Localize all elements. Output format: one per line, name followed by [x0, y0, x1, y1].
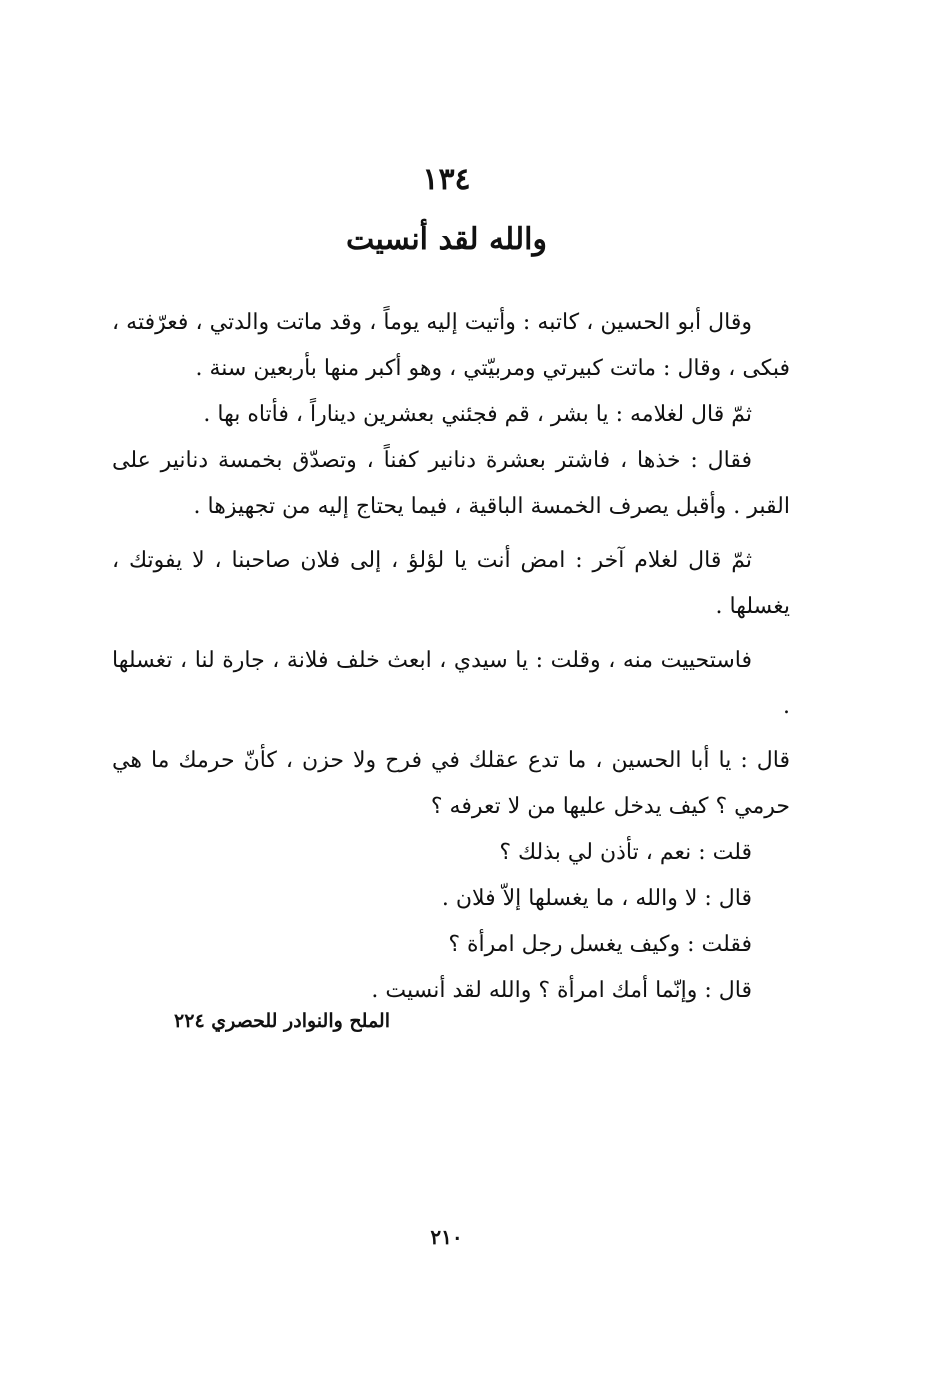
paragraph: فاستحييت منه ، وقلت : يا سيدي ، ابعث خلف فلانة ، جارة لنا ، تغسلها . — [112, 648, 790, 719]
paragraph: قال : يا أبا الحسين ، ما تدع عقلك في فرح ولا حزن ، كأنّ حرمك ما هي حرمي ؟ كيف يدخل عليها من لا تعرفه ؟ — [112, 748, 790, 819]
paragraph: قال : لا والله ، ما يغسلها إلاّ فلان . — [441, 886, 752, 911]
page-number: ٢١٠ — [430, 1225, 463, 1249]
paragraph: ثمّ قال لغلامه : يا بشر ، قم فجئني بعشرين ديناراً ، فأتاه بها . — [203, 402, 752, 427]
paragraph: قلت : نعم ، تأذن لي بذلك ؟ — [499, 840, 752, 865]
source-citation: الملح والنوادر للحصري ٢٢٤ — [174, 1010, 390, 1032]
anecdote-title: والله لقد أنسيت — [346, 222, 547, 257]
paragraph: وقال أبو الحسين ، كاتبه : وأتيت إليه يوماً ، وقد ماتت والدتي ، فعرّفته ، فبكى ، وقال : ماتت كبيرتي ومربيّتي ، وهو أكبر منها بأربعين سنة . — [112, 310, 790, 381]
paragraph: قال : وإنّما أمك امرأة ؟ والله لقد أنسيت . — [371, 978, 752, 1003]
paragraph: فقال : خذها ، فاشتر بعشرة دنانير كفناً ، وتصدّق بخمسة دنانير على القبر . وأقبل يصرف الخمسة الباقية ، فيما يحتاج إليه من تجهيزها . — [112, 448, 790, 519]
anecdote-number: ١٣٤ — [422, 162, 471, 197]
paragraph: فقلت : وكيف يغسل رجل امرأة ؟ — [448, 932, 752, 957]
anecdote-body — [112, 300, 790, 1014]
paragraph: ثمّ قال لغلام آخر : امض أنت يا لؤلؤ ، إلى فلان صاحبنا ، لا يفوتك ، يغسلها . — [112, 548, 790, 619]
